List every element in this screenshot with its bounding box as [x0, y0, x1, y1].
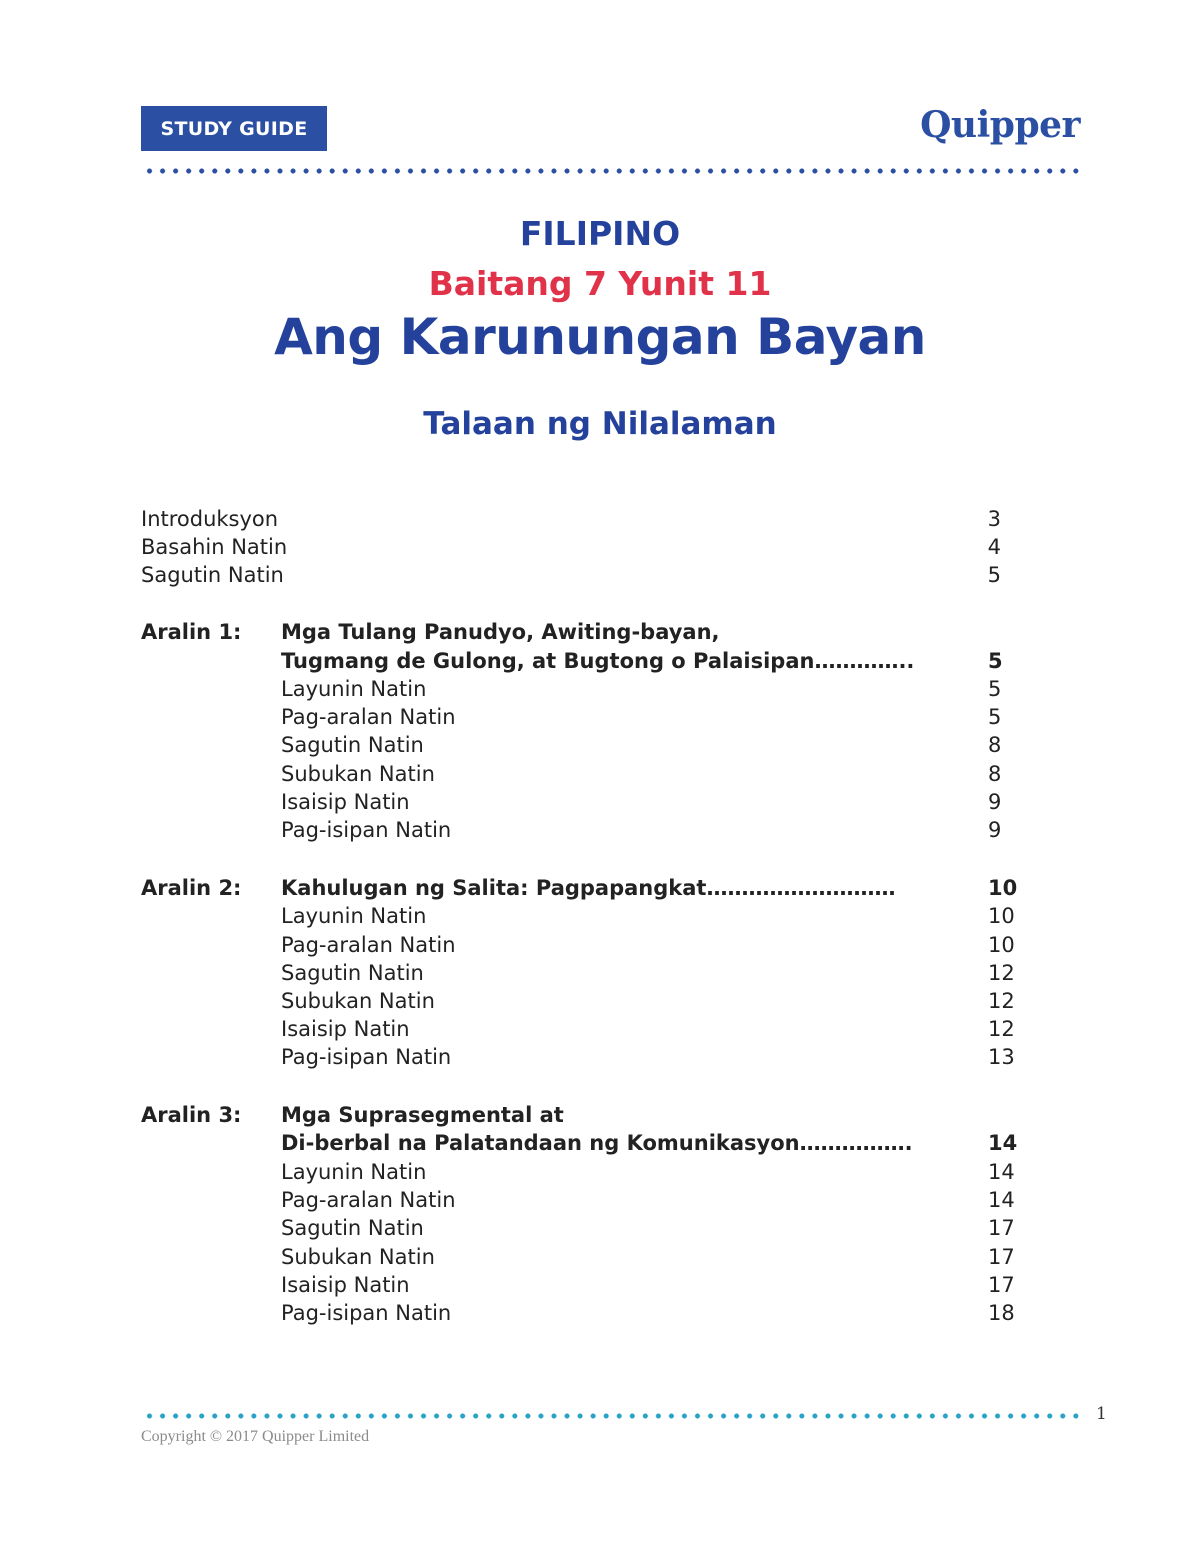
toc-entry[interactable]: [281, 1158, 1015, 1186]
toc-entry-label: Layunin Natin: [281, 677, 427, 701]
bottom-dotted-divider: [143, 1413, 1080, 1419]
lesson-title-line[interactable]: [281, 1129, 1031, 1157]
lesson-page: 10: [988, 876, 1018, 900]
toc-entry[interactable]: [281, 788, 1001, 816]
toc-entry-page: 13: [988, 1045, 1015, 1069]
toc-entry-page: 5: [988, 705, 1002, 729]
lesson-title-line[interactable]: [281, 618, 1031, 646]
toc-entry-label: Pag-isipan Natin: [281, 1301, 452, 1325]
toc-entry[interactable]: [141, 533, 1001, 561]
study-guide-badge: STUDY GUIDE: [141, 106, 327, 151]
subject-title: FILIPINO: [519, 214, 681, 253]
toc-entry-label: Subukan Natin: [281, 1245, 435, 1269]
toc-entry-label: Isaisip Natin: [281, 790, 410, 814]
toc-entry-page: 4: [987, 535, 1001, 559]
toc-entry-label: Pag-isipan Natin: [281, 1045, 452, 1069]
toc-entry-page: 8: [988, 733, 1002, 757]
toc-entry-label: Layunin Natin: [281, 1160, 427, 1184]
toc-entry-label: Pag-isipan Natin: [281, 818, 452, 842]
lesson-title-line[interactable]: [281, 1101, 1031, 1129]
toc-entry-page: 17: [988, 1216, 1015, 1240]
toc-entry-page: 14: [988, 1160, 1015, 1184]
toc-entry[interactable]: [281, 931, 1015, 959]
toc-entry-label: Layunin Natin: [281, 904, 427, 928]
toc-entry-page: 12: [988, 1017, 1015, 1041]
copyright-notice: Copyright © 2017 Quipper Limited: [141, 1428, 370, 1445]
toc-entry-label: Pag-aralan Natin: [281, 705, 456, 729]
lesson-title-text: Tugmang de Gulong, at Bugtong o Palaisipan…………..: [281, 649, 915, 673]
toc-entry[interactable]: [141, 505, 1001, 533]
lesson-title-text: Mga Tulang Panudyo, Awiting-bayan,: [281, 620, 720, 644]
unit-title: Ang Karunungan Bayan: [274, 308, 926, 366]
toc-entry-label: Sagutin Natin: [281, 1216, 424, 1240]
toc-entry-page: 12: [988, 989, 1015, 1013]
toc-entry-page: 5: [987, 563, 1001, 587]
toc-entry-page: 17: [988, 1245, 1015, 1269]
toc-entry-page: 14: [988, 1188, 1015, 1212]
toc-entry[interactable]: [281, 1015, 1015, 1043]
lesson-page: 5: [988, 649, 1003, 673]
toc-entry-label: Sagutin Natin: [281, 733, 424, 757]
toc-entry[interactable]: [281, 703, 1001, 731]
lesson-title-line[interactable]: [281, 874, 1031, 902]
toc-entry-label: Pag-aralan Natin: [281, 1188, 456, 1212]
lesson-page: 14: [988, 1131, 1018, 1155]
toc-entry[interactable]: [281, 816, 1001, 844]
toc-entry[interactable]: [281, 1186, 1015, 1214]
toc-entry[interactable]: [281, 1243, 1015, 1271]
toc-entry[interactable]: [141, 561, 1001, 589]
toc-entry-page: 10: [988, 904, 1015, 928]
toc-entry-label: Basahin Natin: [141, 535, 288, 559]
lesson-label: Aralin 3:: [141, 1103, 242, 1127]
toc-entry-page: 9: [988, 818, 1002, 842]
toc-entry-page: 18: [988, 1301, 1015, 1325]
lesson-title-text: Di-berbal na Palatandaan ng Komunikasyon…………….: [281, 1131, 913, 1155]
toc-entry[interactable]: [281, 1043, 1015, 1071]
toc-entry[interactable]: [281, 731, 1001, 759]
toc-entry-page: 9: [988, 790, 1002, 814]
lesson-title-text: Mga Suprasegmental at: [281, 1103, 564, 1127]
toc-entry-page: 17: [988, 1273, 1015, 1297]
toc-entry[interactable]: [281, 760, 1001, 788]
toc-entry-page: 5: [988, 677, 1002, 701]
toc-entry-page: 10: [988, 933, 1015, 957]
toc-entry[interactable]: [281, 959, 1015, 987]
toc-entry[interactable]: [281, 1299, 1015, 1327]
grade-unit-subtitle: Baitang 7 Yunit 11: [428, 264, 772, 303]
toc-entry-label: Sagutin Natin: [141, 563, 284, 587]
quipper-logo: Quipper: [920, 104, 1080, 146]
top-dotted-divider: [143, 168, 1080, 174]
toc-entry-label: Pag-aralan Natin: [281, 933, 456, 957]
toc-entry-page: 8: [988, 762, 1002, 786]
toc-entry[interactable]: [281, 902, 1015, 930]
toc-entry[interactable]: [281, 1214, 1015, 1242]
toc-entry[interactable]: [281, 675, 1001, 703]
toc-entry-label: Isaisip Natin: [281, 1273, 410, 1297]
page-number: 1: [1096, 1404, 1107, 1424]
toc-entry[interactable]: [281, 1271, 1015, 1299]
lesson-label: Aralin 2:: [141, 876, 242, 900]
lesson-title-text: Kahulugan ng Salita: Pagpapangkat………………………: [281, 876, 896, 900]
lesson-title-line[interactable]: [281, 647, 1031, 675]
toc-entry[interactable]: [281, 987, 1015, 1015]
toc-entry-label: Introduksyon: [141, 507, 279, 531]
toc-entry-label: Sagutin Natin: [281, 961, 424, 985]
lesson-label: Aralin 1:: [141, 620, 242, 644]
toc-heading: Talaan ng Nilalaman: [423, 406, 777, 442]
toc-entry-page: 12: [988, 961, 1015, 985]
toc-entry-label: Subukan Natin: [281, 989, 435, 1013]
toc-entry-label: Isaisip Natin: [281, 1017, 410, 1041]
toc-entry-page: 3: [987, 507, 1001, 531]
toc-entry-label: Subukan Natin: [281, 762, 435, 786]
